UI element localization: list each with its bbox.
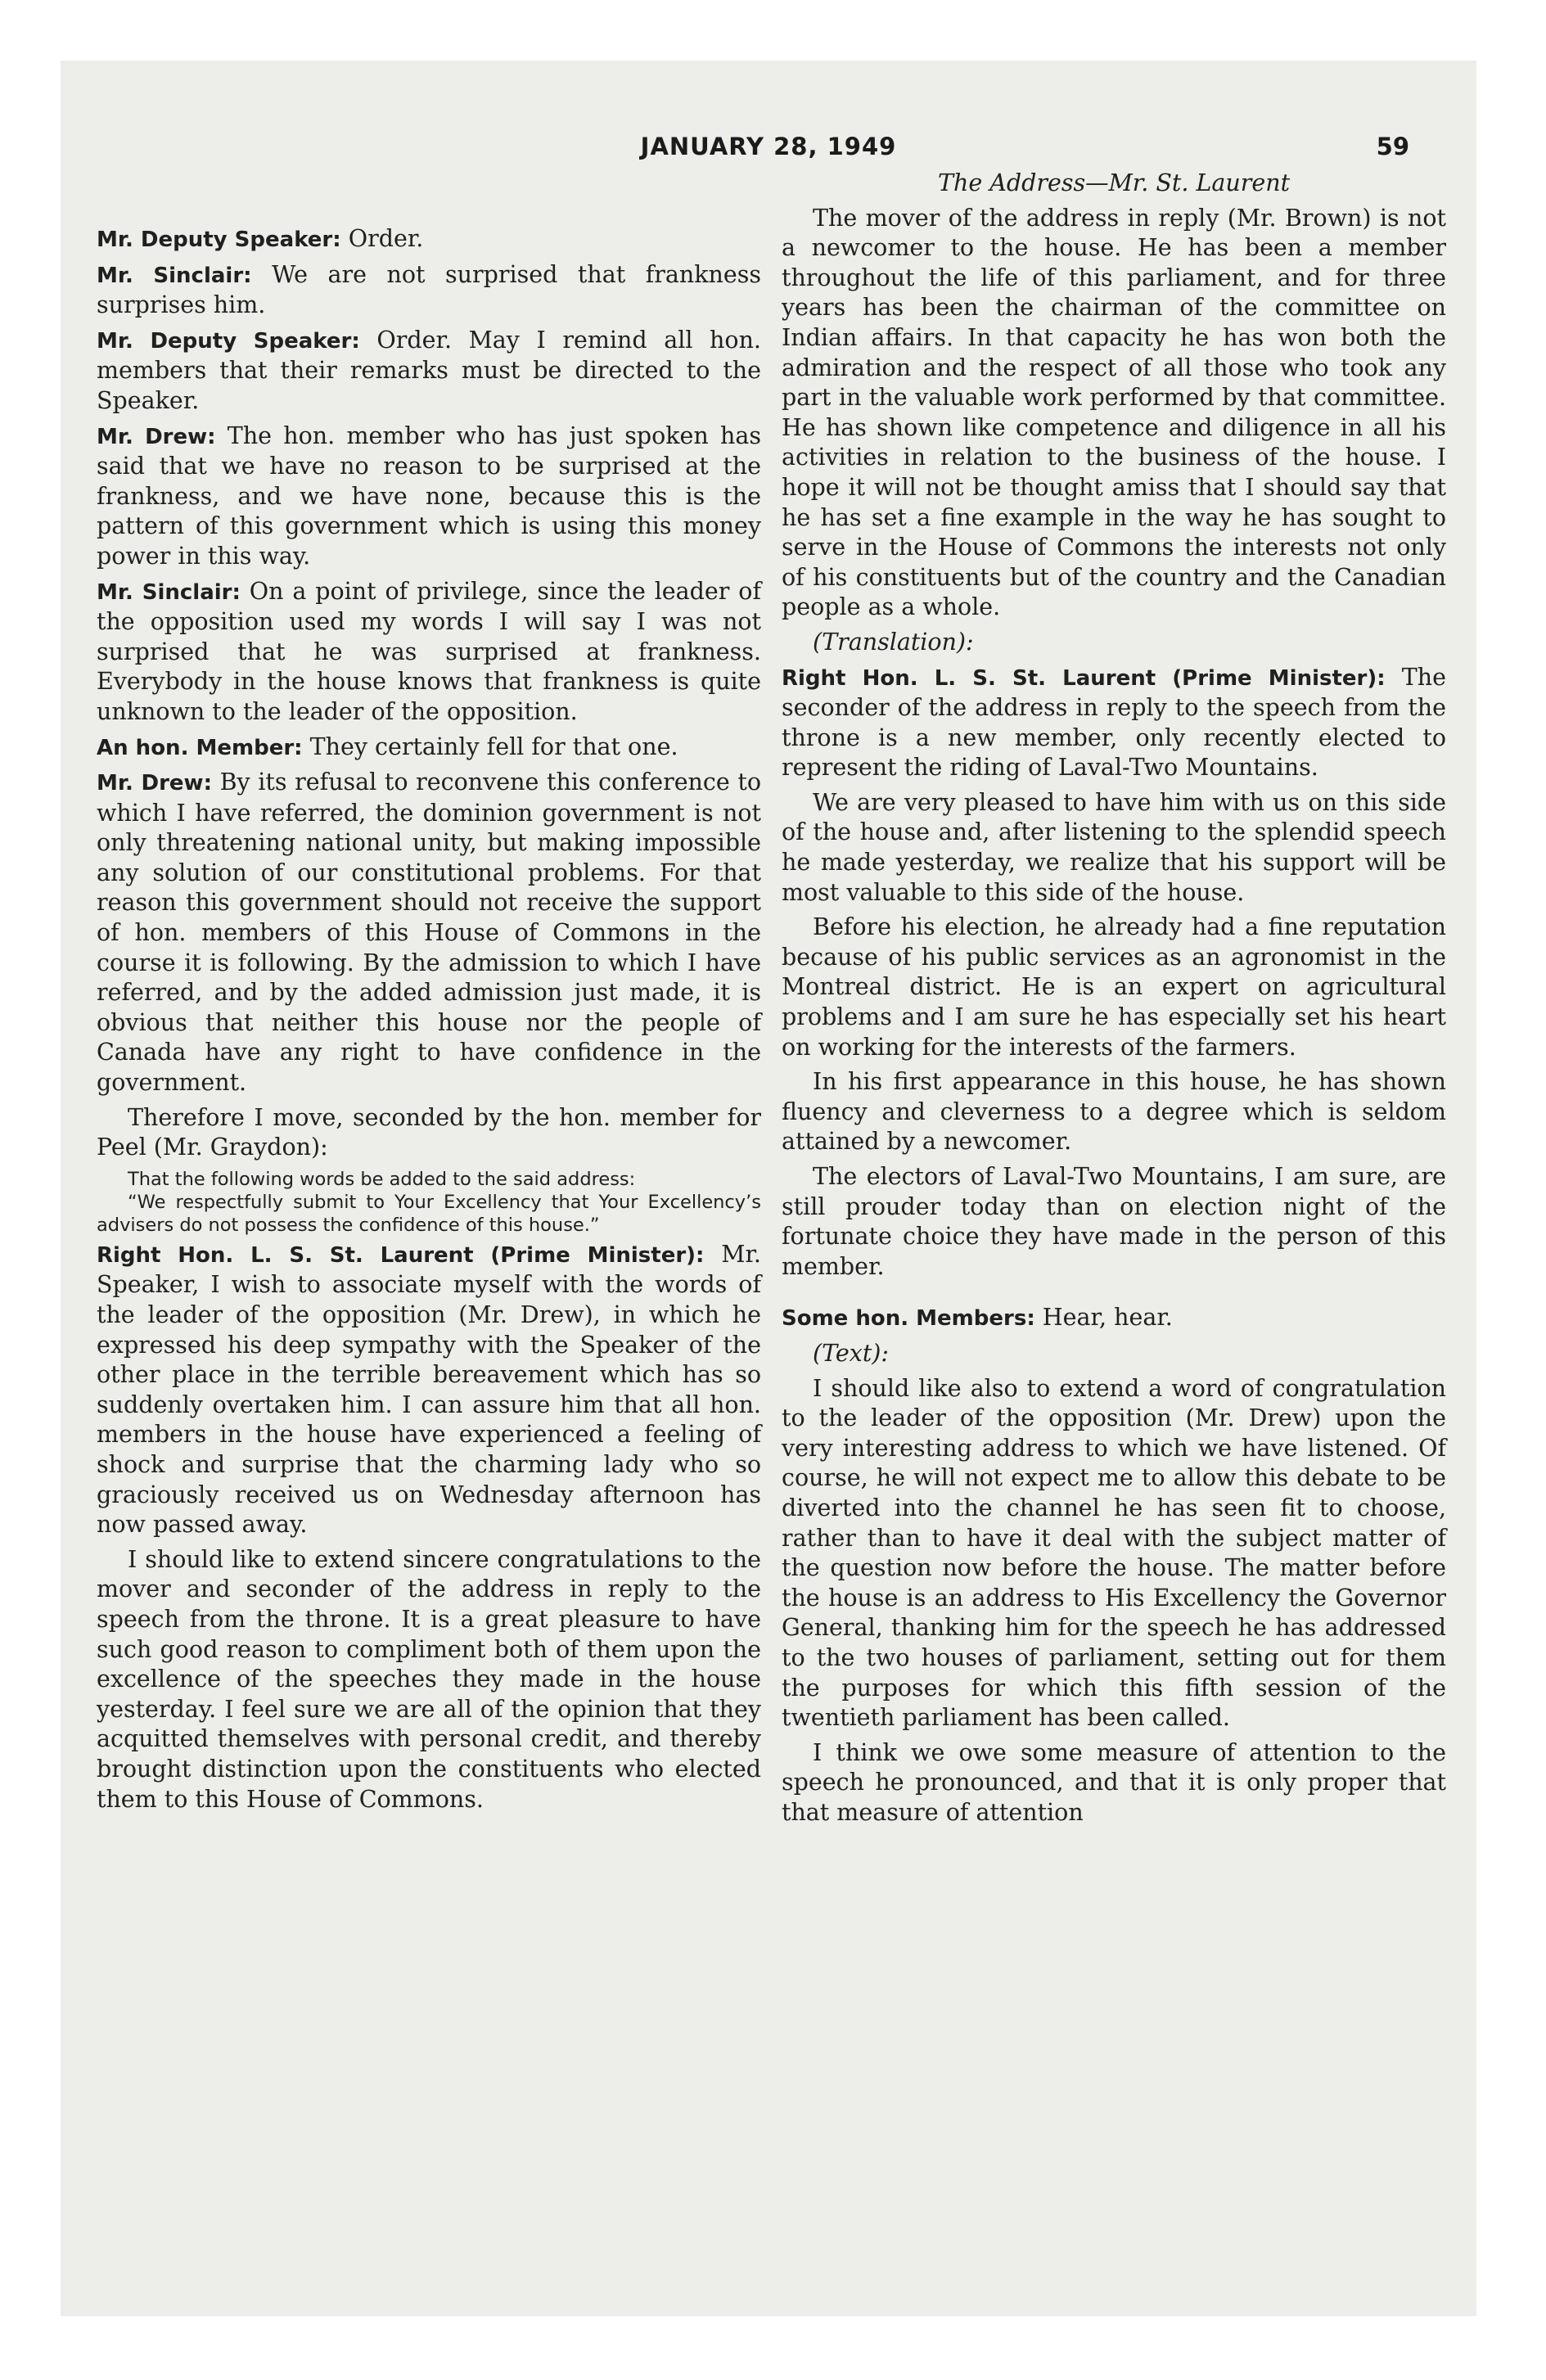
paragraph: Before his election, he already had a fine reputation because of his public services as an agronomist in the Montreal district. He is an expert on agricultural problems and I am sure he has especially set his heart on working for the interests of the farmers. [782, 913, 1446, 1061]
paragraph [97, 421, 761, 572]
speaker-name: Some hon. Members: [782, 1306, 1035, 1332]
page-number: 59 [1376, 133, 1409, 160]
paragraph: The mover of the address in reply (Mr. Brown) is not a newcomer to the house. He has been a member throughout the life of this parliament, and for three years has been the chairman of the committee on Indian affairs. In that capacity he has won both the admiration and the respect of all those who took any part in the valuable work performed by that committee. He has shown like competence and diligence in all his activities in relation to the business of the house. I hope it will not be thought amiss that I should say that he has set a fine example in the way he has sought to serve in the House of Commons the interests not only of his constituents but of the country and the Canadian people as a whole. [782, 204, 1446, 621]
paragraph [97, 1240, 761, 1540]
speaker-name: Mr. Drew: [97, 771, 212, 796]
speaker-name: Mr. Deputy Speaker: [97, 328, 360, 354]
paragraph: In his first appearance in this house, he has shown fluency and cleverness to a degree which is seldom attained by a newcomer. [782, 1068, 1446, 1156]
paragraph: We are very pleased to have him with us on this side of the house and, after listening to the splendid speech he made yesterday, we realize that his support will be most valuable to this side of the house. [782, 788, 1446, 906]
amendment-quote [97, 1168, 761, 1237]
right-column [782, 169, 1446, 1832]
speech-text: Order. [340, 225, 424, 252]
speech-text: By its refusal to reconvene this conference to which I have referred, the dominion government is not only threatening national unity, but making impossible any solution of our constitutional problems. For that reason this government should not receive the support of hon. members of this House of Commons in the course it is following. By the admission to which I have referred, and by the added admission just made, it is obvious that neither this house nor the people of Canada have any right to have confidence in the government. [97, 769, 762, 1097]
translation-label: (Translation): [813, 628, 974, 656]
speaker-name: Mr. Drew: [97, 424, 216, 449]
header-date: JANUARY 28, 1949 [640, 133, 897, 160]
paragraph [97, 326, 761, 417]
paragraph [97, 577, 761, 728]
speech-text: Mr. Speaker, I wish to associate myself with the words of the leader of the opposition (Mr. Drew), in which he expressed his deep sympathy with the Speaker of the other place in the terrible bereavement which has so suddenly overtaken him. I can assure him that all hon. members in the house have experienced a feeling of shock and surprise that the charming lady who so graciously received us on Wednesday afternoon has now passed away. [97, 1240, 761, 1539]
scanned-page [61, 61, 1476, 2316]
paragraph: The electors of Laval-Two Mountains, I am sure, are still prouder today than on election night of the fortunate choice they have made in the person of this member. [782, 1163, 1446, 1280]
paragraph [782, 1303, 1446, 1334]
paragraph [97, 260, 761, 321]
paragraph: I should like to extend sincere congratulations to the mover and seconder of the address in reply to the speech from the throne. It is a great pleasure to have such good reason to compliment both of them upon the excellence of the speeches they made in the house yesterday. I feel sure we are all of the opinion that they acquitted themselves with personal credit, and thereby brought distinction upon the constituents who elected them to this House of Commons. [97, 1545, 761, 1813]
text-label: (Text): [813, 1339, 890, 1367]
paragraph [97, 768, 761, 1098]
speaker-name: Right Hon. L. S. St. Laurent (Prime Minister): [97, 1242, 705, 1268]
paragraph [782, 663, 1446, 783]
paragraph [97, 224, 761, 255]
speech-text: Order. May I remind all hon. members that their remarks must be directed to the Speaker. [97, 326, 761, 414]
speech-text: The hon. member who has just spoken has said that we have no reason to be surprised at the frankness, and we have none, because this is the pattern of this government which is using this money power in this way. [97, 421, 761, 570]
speaker-name: Mr. Deputy Speaker: [97, 228, 341, 252]
speaker-name: Right Hon. L. S. St. Laurent (Prime Minister): [782, 665, 1386, 691]
speech-text: Hear, hear. [1034, 1304, 1173, 1332]
quote-line: That the following words be added to the said address: [128, 1168, 636, 1190]
paragraph: Therefore I move, seconded by the hon. member for Peel (Mr. Graydon): [97, 1103, 761, 1161]
speaker-name: Mr. Sinclair: [97, 579, 241, 605]
running-head: The Address—Mr. St. Laurent [937, 169, 1291, 196]
paragraph [97, 732, 761, 764]
speech-text: They certainly fell for that one. [302, 732, 678, 760]
paragraph: I think we owe some measure of attention to the speech he pronounced, and that it is only proper that that measure of attention [782, 1738, 1446, 1826]
speaker-name: Mr. Sinclair: [97, 263, 252, 288]
left-column [97, 224, 761, 1819]
speech-text: We are not surprised that frankness surprises him. [97, 260, 761, 319]
quote-line: “We respectfully submit to Your Excellency that Your Excellency’s advisers do not possess the confidence of this house.” [97, 1191, 761, 1236]
page-header [61, 133, 1476, 165]
speaker-name: An hon. Member: [97, 735, 303, 760]
speech-text: The seconder of the address in reply to the speech from the throne is a new member, only recently elected to represent the riding of Laval-Two Mountains. [782, 663, 1446, 782]
paragraph: I should like also to extend a word of congratulation to the leader of the opposition (Mr. Drew) upon the very interesting address to which we have listened. Of course, he will not expect me to allow this debate to be diverted into the channel he has seen fit to choose, rather than to have it deal with the subject matter of the question now before the house. The matter before the house is an address to His Excellency the Governor General, thanking him for the speech he has addressed to the two houses of parliament, setting out for them the purposes for which this fifth session of the twentieth parliament has been called. [782, 1374, 1446, 1732]
speech-text: On a point of privilege, since the leader of the opposition used my words I will say I was not surprised that he was surprised at frankness. Everybody in the house knows that frankness is quite unknown to the leader of the opposition. [97, 577, 761, 725]
